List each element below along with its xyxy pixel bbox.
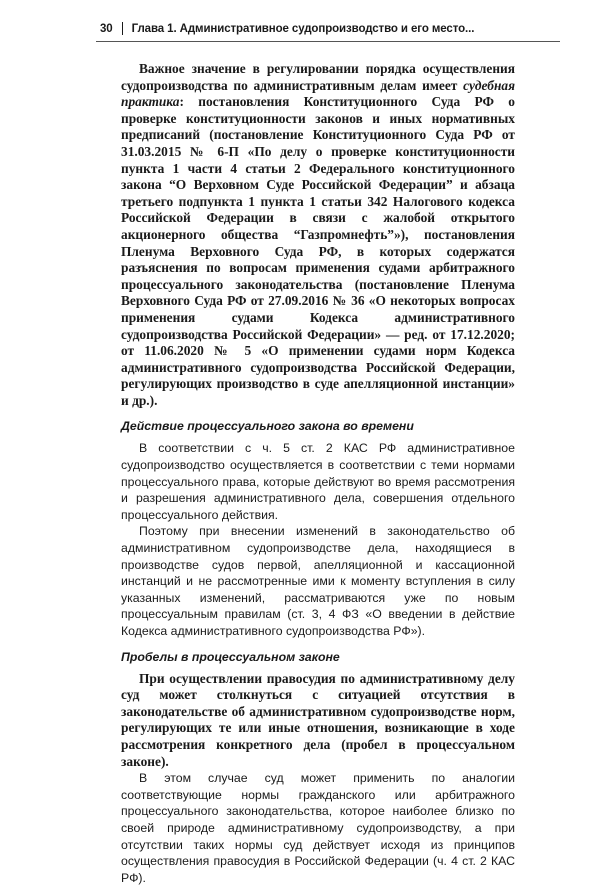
intro-lead: Важное значение в регулировании порядка осуществления судопроизводства по административным делам имеет [121,61,515,93]
intro-rest: : постановления Конституционного Суда РФ о проверке конституционности законов и иных нормативных предписаний (постановление Конституционного Суда РФ от 31.03.2015 № 6-П «По делу о проверке конституционности пункта 1 части 4 статьи 2 Федерального конституционного закона “О Верховном Суде Российской Федерации” и абзаца третьего подпункта 1 пункта 1 статьи 342 Налогового кодекса Российской Федерации в связи с жалобой открытого акционерного общества “Газпромнефть”»), постановления Пленума Верховного Суда РФ, в которых содержатся разъяснения по вопросам применения судами арбитражного процессуального законодательства (постановление Пленума Верховного Суда РФ от 27.09.2016 № 36 «О некоторых вопросах применения судами Кодекса административного судопроизводства Российской Федерации» — ред. от 17.12.2020; от 11.06.2020 № 5 «О применении судами норм Кодекса административного судопроизводства Российской Федерации, регулирующих производство в суде апелляционной инстанции» и др.). [121,94,515,408]
header-separator [122,22,123,35]
section2-paragraph-1: При осуществлении правосудия по административному делу суд может столкнуться с ситуацией отсутствия в законодательстве об административном судопроизводстве норм, регулирующих те или иные отношения, возникающие в ходе рассмотрения конкретного дела (пробел в процессуальном законе). [121,670,515,769]
running-header [100,22,560,35]
section1-paragraph-1: В соответствии с ч. 5 ст. 2 КАС РФ административное судопроизводство осуществляется в соответствии с теми нормами процессуального права, которые действуют во время рассмотрения и разрешения административного дела, совершения отдельного процессуального действия. [121,441,515,522]
page-number: 30 [100,22,113,35]
section2-paragraph-2: В этом случае суд может применить по аналогии соответствующие нормы гражданского или арбитражного процессуального законодательства, которое наиболее близко по своей природе административному судопроизводству, а при отсутствии таких нормы суд действует исходя из принципов осуществления правосудия в Российской Федерации (ч. 4 ст. 2 КАС РФ). [121,771,515,885]
header-rule [96,41,560,42]
intro-emphasis: судебная практика [121,77,515,110]
section-heading-gaps: Пробелы в процессуальном законе [121,649,340,664]
intro-paragraph [121,61,515,409]
page-content [121,61,515,886]
section-heading-time: Действие процессуального закона во времени [121,419,414,434]
chapter-title: Глава 1. Административное судопроизводство и его место... [131,22,475,35]
section1-paragraph-2: Поэтому при внесении изменений в законодательство об административном судопроизводстве дела, находящиеся в производстве судов первой, апелляционной и кассационной инстанций и не рассмотренные ими к моменту вступления в силу указанных изменений, рассматриваются уже по новым процессуальным правилам (ст. 3, 4 ФЗ «О введении в действие Кодекса административного судопроизводства РФ»). [121,524,515,638]
